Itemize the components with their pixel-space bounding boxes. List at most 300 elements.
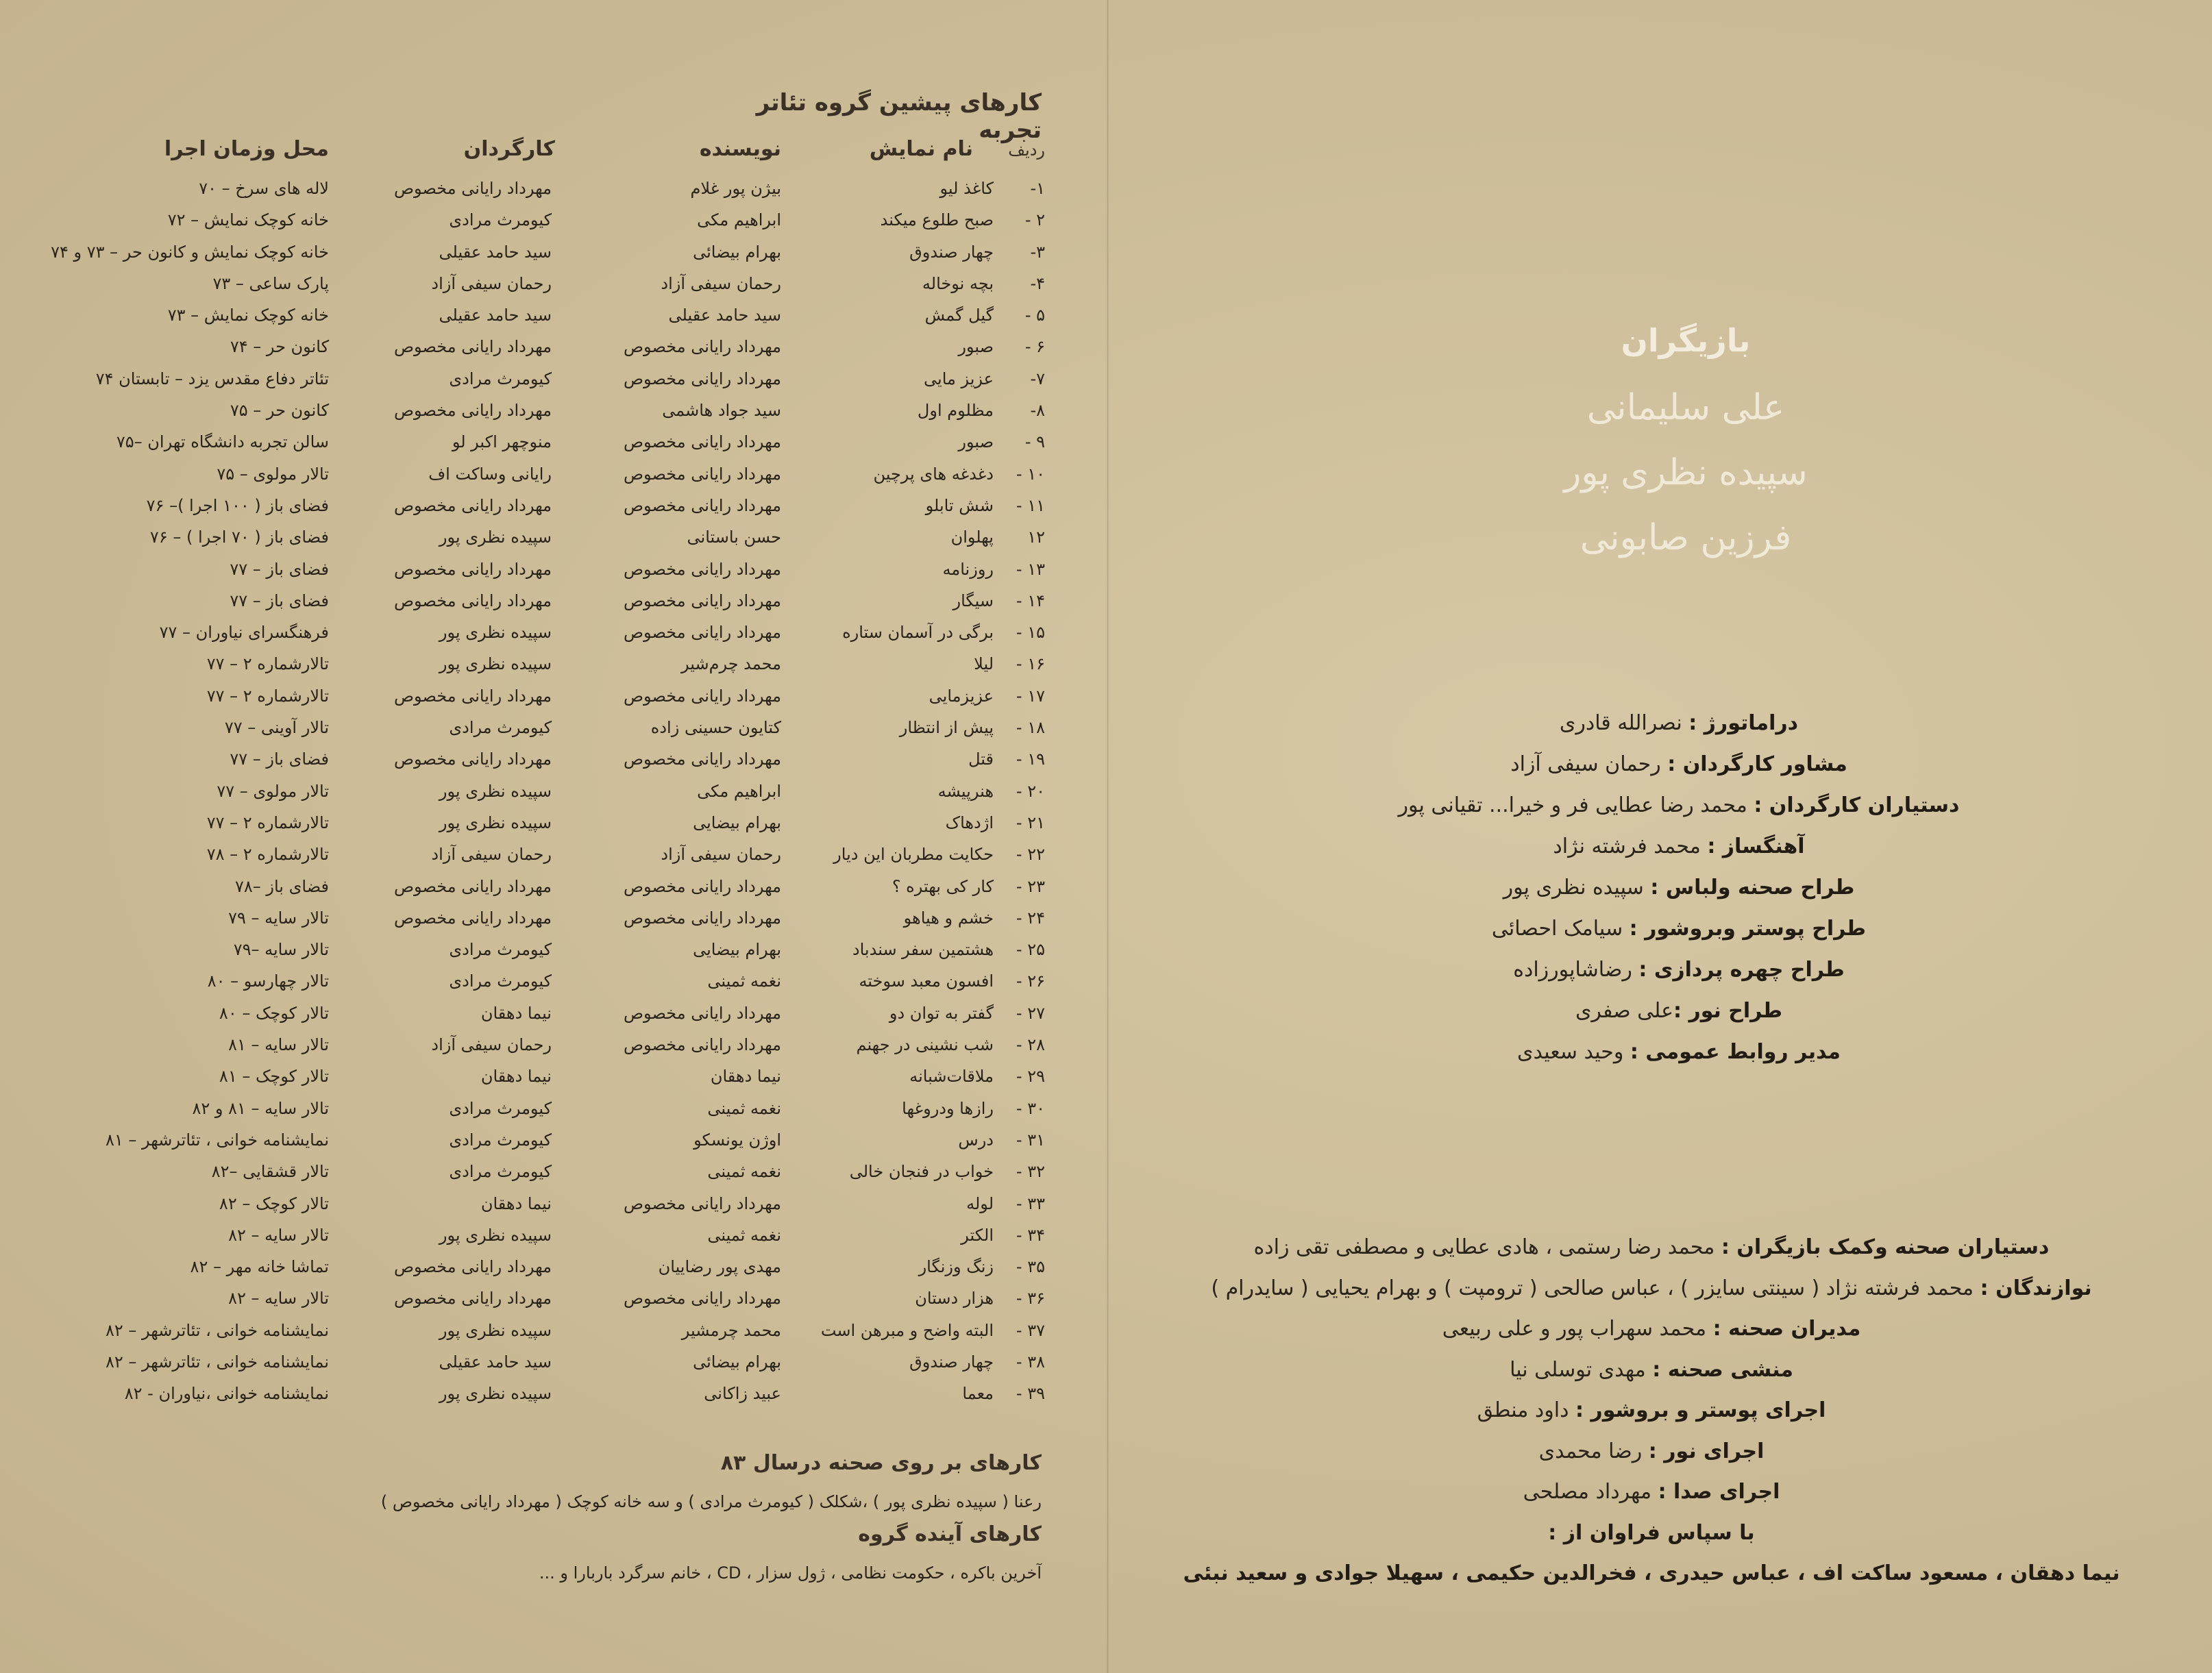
play-venue: فضای باز – ۷۷ — [230, 591, 329, 610]
table-row — [0, 173, 1069, 204]
play-director: مهرداد رایانی مخصوص — [394, 1289, 552, 1309]
table-row — [0, 585, 1069, 617]
play-title: البته واضح و مبرهن است — [820, 1320, 994, 1340]
credit-line — [1165, 1439, 2138, 1463]
play-director: رایانی وساکت اف — [428, 464, 552, 484]
play-director: سپیده نظری پور — [439, 1384, 552, 1404]
table-row — [0, 1188, 1069, 1219]
play-author: مهرداد رایانی مخصوص — [624, 1289, 781, 1309]
row-number: ۲۸ - — [1016, 1035, 1045, 1055]
play-venue: تالار کوچک – ۸۰ — [219, 1003, 329, 1023]
row-number: ۳۳ - — [1016, 1193, 1045, 1213]
play-director: مهرداد رایانی مخصوص — [394, 1257, 552, 1277]
play-venue: تالارشماره ۲ – ۷۸ — [206, 845, 329, 865]
credit-line — [1302, 834, 2056, 858]
play-author: کتایون حسینی زاده — [650, 718, 781, 738]
play-director: کیومرث مرادی — [449, 1162, 552, 1182]
play-title: گفتر به توان دو — [889, 1003, 994, 1023]
play-venue: کانون حر – ۷۴ — [230, 337, 329, 357]
table-row — [0, 997, 1069, 1029]
table-row — [0, 1251, 1069, 1282]
play-venue: خانه کوچک نمایش – ۷۳ — [167, 306, 329, 325]
credit-line — [1302, 752, 2056, 776]
play-venue: فضای باز –۷۸ — [234, 876, 329, 896]
play-title: هنرپیشه — [937, 781, 994, 801]
table-row — [0, 1156, 1069, 1187]
play-director: سپیده نظری پور — [439, 1320, 552, 1340]
table-row — [0, 1124, 1069, 1156]
play-venue: تالار سایه – ۸۱ — [228, 1035, 329, 1055]
row-number: ۱۶ - — [1016, 654, 1045, 674]
row-number: ۱۱ - — [1016, 495, 1045, 515]
credit-line — [1302, 999, 2056, 1023]
credit-role: دستیاران کارگردان : — [1754, 793, 1960, 817]
play-author: مهرداد رایانی مخصوص — [624, 591, 781, 610]
play-venue: تالارشماره ۲ – ۷۷ — [206, 654, 329, 674]
play-venue: نمایشنامه خوانی ، تئاترشهر – ۸۲ — [105, 1320, 329, 1340]
table-row — [0, 648, 1069, 680]
current-works-text: رعنا ( سپیده نظری پور ) ،شکلک ( کیومرث مرادی ) و سه خانه کوچک ( مهرداد رایانی مخصوص ) — [380, 1492, 1042, 1511]
play-title: عزیزمایی — [929, 686, 994, 706]
play-venue: تئاتر دفاع مقدس یزد – تابستان ۷۴ — [95, 369, 329, 388]
play-title: شش تابلو — [925, 495, 994, 515]
play-venue: فضای باز – ۷۷ — [230, 559, 329, 579]
play-title: افسون معبد سوخته — [859, 971, 994, 991]
credit-role: دستیاران صحنه وکمک بازیگران : — [1721, 1235, 2050, 1259]
credit-value: سپیده نظری پور — [1503, 876, 1651, 900]
play-director: مهرداد رایانی مخصوص — [394, 559, 552, 579]
play-director: کیومرث مرادی — [449, 940, 552, 960]
play-author: نیما دهقان — [710, 1067, 781, 1087]
play-director: کیومرث مرادی — [449, 718, 552, 738]
play-director: نیما دهقان — [480, 1193, 552, 1213]
row-number: ۲۱ - — [1016, 813, 1045, 832]
play-author: مهرداد رایانی مخصوص — [624, 908, 781, 928]
credit-value: محمد رضا عطایی فر و خیرا... تقیانی پور — [1398, 793, 1754, 817]
play-venue: فضای باز ( ۱۰۰ اجرا )– ۷۶ — [146, 495, 329, 515]
play-venue: تالار کوچک – ۸۱ — [219, 1067, 329, 1087]
play-title: الکتر — [961, 1225, 994, 1245]
row-number: ۷- — [1030, 369, 1045, 388]
play-director: مهرداد رایانی مخصوص — [394, 401, 552, 421]
credit-value: مهرداد مصلحی — [1523, 1480, 1658, 1504]
play-author: بهرام بیضائی — [693, 1352, 781, 1372]
play-author: مهرداد رایانی مخصوص — [624, 1035, 781, 1055]
table-row — [0, 965, 1069, 997]
play-author: مهدی پور رضاییان — [658, 1257, 781, 1277]
play-venue: تالار سایه –۷۹ — [233, 940, 329, 960]
play-director: کیومرث مرادی — [449, 1130, 552, 1150]
credit-line — [1302, 1040, 2056, 1064]
credit-role: طراح نور : — [1673, 999, 1783, 1023]
play-director: سپیده نظری پور — [439, 813, 552, 832]
play-director: سپیده نظری پور — [439, 623, 552, 643]
play-author: بیژن پور غلام — [690, 179, 781, 198]
play-title: گیل گمش — [924, 306, 994, 325]
play-author: بهرام بیضائی — [693, 242, 781, 262]
credit-role: مشاور کارگردان : — [1667, 752, 1847, 776]
credit-value: محمد فرشته نژاد ( سینتی سایزر ) ، عباس صالحی ( ترومپت ) و بهرام یحیایی ( سایدرام ) — [1211, 1276, 1980, 1300]
play-title: کار کی بهتره ؟ — [892, 876, 994, 896]
play-title: هزار دستان — [915, 1289, 994, 1309]
credit-role: طراح چهره پردازی : — [1638, 958, 1845, 982]
credit-value: محمد فرشته نژاد — [1553, 834, 1708, 858]
play-venue: تماشا خانه مهر – ۸۲ — [190, 1257, 329, 1277]
row-number: ۴- — [1030, 273, 1045, 293]
row-number: ۲۹ - — [1016, 1067, 1045, 1087]
row-number: ۶ - — [1024, 337, 1045, 357]
play-title: چهار صندوق — [909, 242, 994, 262]
current-works-heading: کارهای بر روی صحنه درسال ۸۳ — [720, 1451, 1042, 1475]
header-row-number: ردیف — [1008, 140, 1045, 160]
play-title: صبح طلوع میکند — [880, 210, 994, 230]
row-number: ۳۴ - — [1016, 1225, 1045, 1245]
row-number: ۱- — [1030, 179, 1045, 198]
credit-line — [1165, 1561, 2138, 1585]
row-number: ۹ - — [1024, 432, 1045, 452]
play-author: مهرداد رایانی مخصوص — [624, 876, 781, 896]
play-title: لوله — [966, 1193, 994, 1213]
play-title: سیگار — [953, 591, 994, 610]
play-title: دغدغه های پرچین — [873, 464, 994, 484]
table-row — [0, 871, 1069, 902]
play-author: نغمه ثمینی — [707, 1225, 781, 1245]
credit-value: سیامک احصائی — [1491, 917, 1630, 941]
play-title: قتل — [968, 749, 994, 769]
row-number: ۱۸ - — [1016, 718, 1045, 738]
play-author: ابراهیم مکی — [697, 210, 781, 230]
play-author: نغمه ثمینی — [707, 1098, 781, 1118]
credit-role: نیما دهقان ، مسعود ساکت اف ، عباس حیدری ، فخرالدین حکیمی ، سهیلا جوادی و سعید نبئی — [1183, 1561, 2120, 1585]
credit-role: طراح پوستر وبروشور : — [1629, 917, 1867, 941]
play-author: بهرام بیضایی — [693, 813, 781, 832]
table-row — [0, 331, 1069, 362]
play-venue: تالار مولوی – ۷۵ — [217, 464, 329, 484]
play-director: سپیده نظری پور — [439, 654, 552, 674]
table-row — [0, 1346, 1069, 1378]
play-author: محمد چرم‌شیر — [681, 654, 781, 674]
play-title: روزنامه — [942, 559, 994, 579]
credit-value: محمد سهراب پور و علی ربیعی — [1442, 1317, 1713, 1341]
row-number: ۱۲ — [1027, 528, 1045, 547]
credit-value: وحید سعیدی — [1517, 1040, 1630, 1064]
row-number: ۳۰ - — [1016, 1098, 1045, 1118]
play-venue: خانه کوچک نمایش – ۷۲ — [167, 210, 329, 230]
play-author: بهرام بیضایی — [693, 940, 781, 960]
play-venue: پارک ساعی – ۷۳ — [212, 273, 329, 293]
row-number: ۲ - — [1024, 210, 1045, 230]
play-author: سید حامد عقیلی — [668, 306, 781, 325]
play-director: کیومرث مرادی — [449, 369, 552, 388]
header-play-title: نام نمایش — [869, 137, 973, 161]
table-row — [0, 1282, 1069, 1314]
table-row — [0, 1061, 1069, 1092]
play-author: مهرداد رایانی مخصوص — [624, 559, 781, 579]
play-author: اوژن یونسکو — [693, 1130, 781, 1150]
play-title: درس — [958, 1130, 994, 1150]
row-number: ۲۶ - — [1016, 971, 1045, 991]
play-director: رحمان سیفی آزاد — [431, 1035, 552, 1055]
cast-name: علی سلیمانی — [1586, 387, 1785, 428]
credit-value: علی صفری — [1575, 999, 1673, 1023]
table-row — [0, 1029, 1069, 1061]
credit-role: منشی صحنه : — [1652, 1357, 1793, 1382]
play-title: رازها ودروغها — [902, 1098, 994, 1118]
play-title: زنگ وزنگار — [918, 1257, 994, 1277]
credit-role: نوازندگان : — [1980, 1276, 2092, 1300]
play-title: شب نشینی در جهنم — [856, 1035, 994, 1055]
play-title: خشم و هیاهو — [903, 908, 994, 928]
play-title: معما — [962, 1384, 994, 1404]
credit-role: مدیر روابط عمومی : — [1630, 1040, 1841, 1064]
future-works-text: آخرین باکره ، حکومت نظامی ، ژول سزار ، CD ، خانم سرگرد باربارا و ... — [539, 1563, 1042, 1583]
credit-role: آهنگساز : — [1707, 834, 1805, 858]
table-row — [0, 776, 1069, 807]
play-author: مهرداد رایانی مخصوص — [624, 464, 781, 484]
credit-value: رضا محمدی — [1538, 1439, 1649, 1463]
credit-line — [1165, 1358, 2138, 1382]
table-row — [0, 902, 1069, 934]
play-title: خواب در فنجان خالی — [849, 1162, 994, 1182]
future-works-heading: کارهای آینده گروه — [858, 1522, 1042, 1546]
credit-role: مدیران صحنه : — [1712, 1317, 1861, 1341]
row-number: ۳- — [1030, 242, 1045, 262]
play-director: نیما دهقان — [480, 1067, 552, 1087]
table-row — [0, 617, 1069, 648]
cast-name: فرزین صابونی — [1580, 517, 1792, 558]
play-author: مهرداد رایانی مخصوص — [624, 1003, 781, 1023]
cast-heading: بازیگران — [1621, 322, 1751, 359]
credit-line — [1165, 1317, 2138, 1341]
cast-name: سپیده نظری پور — [1564, 452, 1808, 493]
play-venue: تالار سایه – ۸۲ — [228, 1225, 329, 1245]
table-row — [0, 268, 1069, 299]
play-author: عبید زاکانی — [704, 1384, 781, 1404]
row-number: ۲۵ - — [1016, 940, 1045, 960]
play-title: بچه نوخاله — [922, 273, 994, 293]
row-number: ۱۴ - — [1016, 591, 1045, 610]
table-row — [0, 839, 1069, 870]
play-title: برگی در آسمان ستاره — [842, 623, 994, 643]
table-row — [0, 204, 1069, 236]
play-venue: تالارشماره ۲ – ۷۷ — [206, 813, 329, 832]
row-number: ۲۳ - — [1016, 876, 1045, 896]
table-row — [0, 554, 1069, 585]
play-director: سپیده نظری پور — [439, 781, 552, 801]
table-row — [0, 236, 1069, 268]
play-venue: فرهنگسرای نیاوران – ۷۷ — [159, 623, 329, 643]
credit-value: داود منطق — [1477, 1398, 1575, 1422]
play-title: چهار صندوق — [909, 1352, 994, 1372]
credit-line — [1165, 1235, 2138, 1259]
credit-value: مهدی توسلی نیا — [1510, 1357, 1653, 1382]
play-director: رحمان سیفی آزاد — [431, 273, 552, 293]
row-number: ۱۹ - — [1016, 749, 1045, 769]
row-number: ۵ - — [1024, 306, 1045, 325]
table-row — [0, 363, 1069, 395]
row-number: ۱۷ - — [1016, 686, 1045, 706]
credit-value: محمد رضا رستمی ، هادی عطایی و مصطفی تقی زاده — [1253, 1235, 1721, 1259]
row-number: ۸- — [1030, 401, 1045, 421]
credit-line — [1302, 711, 2056, 735]
row-number: ۳۷ - — [1016, 1320, 1045, 1340]
table-row — [0, 807, 1069, 839]
credit-value: نصرالله قادری — [1559, 711, 1689, 735]
play-author: مهرداد رایانی مخصوص — [624, 1193, 781, 1213]
play-director: سید حامد عقیلی — [439, 1352, 552, 1372]
play-author: مهرداد رایانی مخصوص — [624, 432, 781, 452]
credit-line — [1302, 917, 2056, 941]
play-title: ملاقات‌شبانه — [909, 1067, 994, 1087]
play-author: رحمان سیفی آزاد — [661, 273, 781, 293]
credit-line — [1165, 1276, 2138, 1300]
play-venue: نمایشنامه خوانی ،نیاوران - ۸۲ — [124, 1384, 329, 1404]
play-director: مهرداد رایانی مخصوص — [394, 179, 552, 198]
credit-role: طراح صحنه ولباس : — [1650, 876, 1855, 900]
row-number: ۳۵ - — [1016, 1257, 1045, 1277]
play-venue: تالار سایه – ۸۲ — [228, 1289, 329, 1309]
play-venue: تالار چهارسو – ۸۰ — [207, 971, 329, 991]
table-row — [0, 1378, 1069, 1409]
table-row — [0, 743, 1069, 775]
credit-role: اجرای نور : — [1648, 1439, 1765, 1463]
play-title: اژدهاک — [945, 813, 994, 832]
play-author: محمد چرمشیر — [681, 1320, 781, 1340]
credit-line — [1302, 876, 2056, 900]
table-row — [0, 1219, 1069, 1251]
table-row — [0, 712, 1069, 743]
play-author: ابراهیم مکی — [697, 781, 781, 801]
play-title: حکایت مطربان این دیار — [833, 845, 994, 865]
play-venue: تالار قشقایی –۸۲ — [211, 1162, 329, 1182]
header-venue: محل وزمان اجرا — [164, 137, 329, 161]
play-venue: سالن تجربه دانشگاه تهران –۷۵ — [116, 432, 329, 452]
play-director: سید حامد عقیلی — [439, 242, 552, 262]
play-venue: تالار کوچک – ۸۲ — [219, 1193, 329, 1213]
play-director: مهرداد رایانی مخصوص — [394, 908, 552, 928]
play-director: کیومرث مرادی — [449, 971, 552, 991]
play-venue: تالارشماره ۲ – ۷۷ — [206, 686, 329, 706]
row-number: ۲۲ - — [1016, 845, 1045, 865]
credit-line — [1302, 958, 2056, 982]
play-author: مهرداد رایانی مخصوص — [624, 369, 781, 388]
play-director: سپیده نظری پور — [439, 1225, 552, 1245]
play-author: مهرداد رایانی مخصوص — [624, 749, 781, 769]
table-row — [0, 490, 1069, 521]
play-title: صبور — [958, 432, 994, 452]
play-author: مهرداد رایانی مخصوص — [624, 337, 781, 357]
credit-role: اجرای صدا : — [1658, 1480, 1780, 1504]
play-director: کیومرث مرادی — [449, 1098, 552, 1118]
play-director: مهرداد رایانی مخصوص — [394, 591, 552, 610]
history-table — [0, 173, 1069, 1410]
table-row — [0, 299, 1069, 331]
play-title: عزیز مایی — [924, 369, 994, 388]
row-number: ۲۴ - — [1016, 908, 1045, 928]
play-author: نغمه ثمینی — [707, 971, 781, 991]
play-venue: نمایشنامه خوانی ، تئاترشهر – ۸۲ — [105, 1352, 329, 1372]
credit-role: با سپاس فراوان از : — [1548, 1520, 1755, 1545]
play-venue: تالار سایه – ۸۱ و ۸۲ — [192, 1098, 329, 1118]
play-author: سید جواد هاشمی — [662, 401, 781, 421]
play-venue: تالار سایه – ۷۹ — [228, 908, 329, 928]
play-title: کاغذ لیو — [939, 179, 994, 198]
row-number: ۱۵ - — [1016, 623, 1045, 643]
play-venue: فضای باز – ۷۷ — [230, 749, 329, 769]
center-fold — [1107, 0, 1109, 1673]
play-author: مهرداد رایانی مخصوص — [624, 495, 781, 515]
row-number: ۱۰ - — [1016, 464, 1045, 484]
table-row — [0, 680, 1069, 712]
row-number: ۲۰ - — [1016, 781, 1045, 801]
play-author: مهرداد رایانی مخصوص — [624, 686, 781, 706]
header-director: کارگردان — [463, 137, 555, 161]
play-venue: نمایشنامه خوانی ، تئاترشهر – ۸۱ — [105, 1130, 329, 1150]
play-venue: تالار مولوی – ۷۷ — [217, 781, 329, 801]
play-director: مهرداد رایانی مخصوص — [394, 876, 552, 896]
header-author: نویسنده — [699, 137, 781, 161]
credit-value: رضاشاپورزاده — [1513, 958, 1639, 982]
play-title: هشتمین سفر سندباد — [852, 940, 994, 960]
play-director: کیومرث مرادی — [449, 210, 552, 230]
credit-line — [1302, 793, 2056, 817]
play-title: مظلوم اول — [917, 401, 994, 421]
table-row — [0, 521, 1069, 553]
play-director: نیما دهقان — [480, 1003, 552, 1023]
play-director: سید حامد عقیلی — [439, 306, 552, 325]
play-title: پهلوان — [950, 528, 994, 547]
play-author: حسن باستانی — [687, 528, 781, 547]
play-venue: فضای باز ( ۷۰ اجرا ) – ۷۶ — [149, 528, 329, 547]
credit-line — [1165, 1480, 2138, 1504]
play-venue: لاله های سرخ – ۷۰ — [199, 179, 329, 198]
row-number: ۲۷ - — [1016, 1003, 1045, 1023]
table-row — [0, 1315, 1069, 1346]
play-title: صبور — [958, 337, 994, 357]
history-title: کارهای پیشین گروه تئاتر تجربه — [756, 89, 1042, 144]
table-row — [0, 1093, 1069, 1124]
play-venue: تالار آوینی – ۷۷ — [224, 718, 329, 738]
row-number: ۳۹ - — [1016, 1384, 1045, 1404]
play-title: پیش از انتظار — [899, 718, 994, 738]
play-director: مهرداد رایانی مخصوص — [394, 749, 552, 769]
row-number: ۱۳ - — [1016, 559, 1045, 579]
play-director: مهرداد رایانی مخصوص — [394, 686, 552, 706]
play-venue: خانه کوچک نمایش و کانون حر – ۷۳ و ۷۴ — [51, 242, 329, 262]
credit-value: رحمان سیفی آزاد — [1510, 752, 1668, 776]
play-author: نغمه ثمینی — [707, 1162, 781, 1182]
play-director: مهرداد رایانی مخصوص — [394, 337, 552, 357]
row-number: ۳۸ - — [1016, 1352, 1045, 1372]
play-director: مهرداد رایانی مخصوص — [394, 495, 552, 515]
credit-role: اجرای پوستر و بروشور : — [1575, 1398, 1826, 1422]
play-director: رحمان سیفی آزاد — [431, 845, 552, 865]
row-number: ۳۱ - — [1016, 1130, 1045, 1150]
play-title: لیلا — [974, 654, 994, 674]
play-author: رحمان سیفی آزاد — [661, 845, 781, 865]
credit-role: دراماتورژ : — [1688, 711, 1799, 735]
table-row — [0, 458, 1069, 490]
credit-line — [1165, 1521, 2138, 1545]
row-number: ۳۶ - — [1016, 1289, 1045, 1309]
credit-line — [1165, 1398, 2138, 1422]
play-venue: کانون حر – ۷۵ — [230, 401, 329, 421]
table-row — [0, 934, 1069, 965]
row-number: ۳۲ - — [1016, 1162, 1045, 1182]
table-row — [0, 395, 1069, 426]
play-director: سپیده نظری پور — [439, 528, 552, 547]
play-director: منوچهر اکبر لو — [452, 432, 552, 452]
